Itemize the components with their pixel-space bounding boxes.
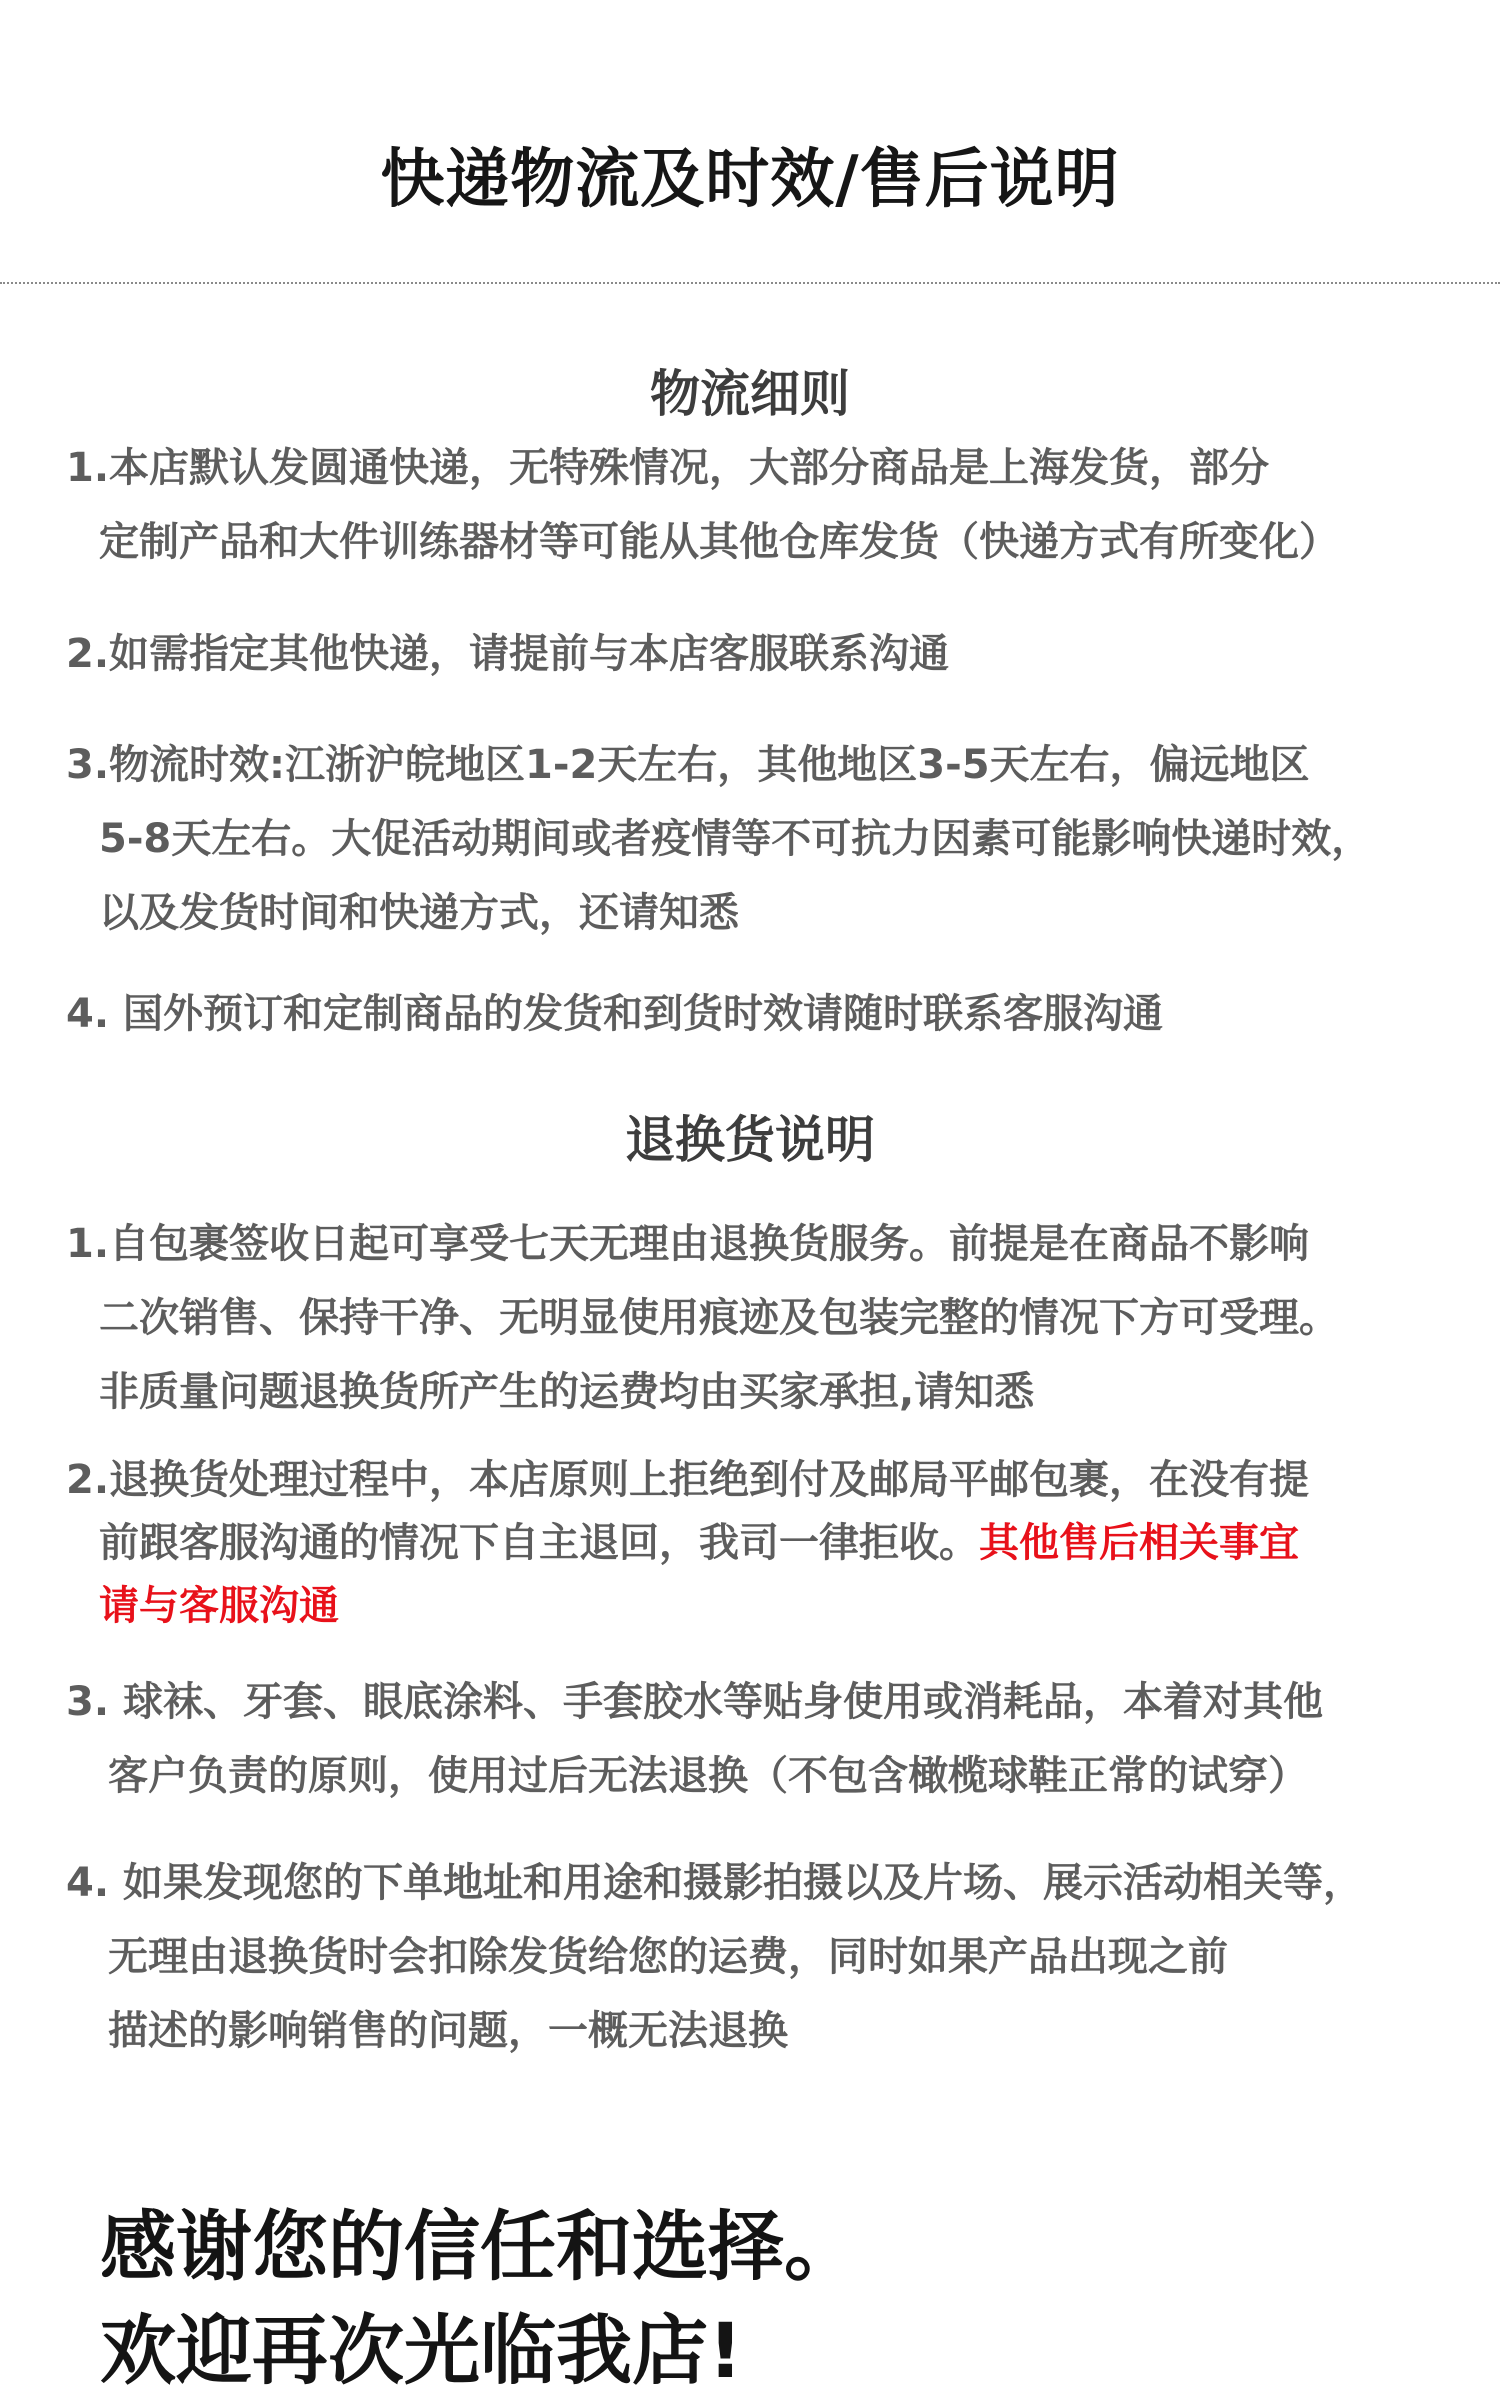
logistics-item-1-line-2: 定制产品和大件训练器材等可能从其他仓库发货（快递方式有所变化） xyxy=(99,519,1339,565)
logistics-item-3-line-3: 以及发货时间和快递方式，还请知悉 xyxy=(99,890,739,936)
returns-item-2-line-2 xyxy=(66,1512,1486,1575)
returns-item-3 xyxy=(66,1665,1486,1813)
logistics-item-3 xyxy=(66,728,1486,950)
aftersales-highlight-line: 请与客服沟通 xyxy=(99,1583,339,1629)
logistics-item-1-line-1: 1.本店默认发圆通快递，无特殊情况，大部分商品是上海发货，部分 xyxy=(66,445,1270,491)
logistics-item-1 xyxy=(66,431,1486,579)
returns-item-1-line-2: 二次销售、保持干净、无明显使用痕迹及包装完整的情况下方可受理。 xyxy=(99,1295,1339,1341)
returns-item-4-line-2: 无理由退换货时会扣除发货给您的运费，同时如果产品出现之前 xyxy=(108,1934,1228,1980)
returns-item-2-line-2-text: 前跟客服沟通的情况下自主退回，我司一律拒收。 xyxy=(99,1520,979,1566)
returns-heading: 退换货说明 xyxy=(625,1111,875,1169)
returns-item-1-line-1: 1.自包裹签收日起可享受七天无理由退换货服务。前提是在商品不影响 xyxy=(66,1221,1310,1267)
logistics-item-3-line-1: 3.物流时效:江浙沪皖地区1-2天左右，其他地区3-5天左右，偏远地区 xyxy=(66,742,1310,788)
logistics-item-3-line-2: 5-8天左右。大促活动期间或者疫情等不可抗力因素可能影响快递时效， xyxy=(99,816,1372,862)
returns-item-2 xyxy=(66,1449,1486,1638)
closing-welcome: 欢迎再次光临我店! xyxy=(100,2306,743,2395)
returns-item-4 xyxy=(66,1846,1486,2068)
closing-thanks: 感谢您的信任和选择。 xyxy=(100,2202,860,2291)
returns-item-2-line-1: 2.退换货处理过程中，本店原则上拒绝到付及邮局平邮包裹，在没有提 xyxy=(66,1457,1310,1503)
page-title: 快递物流及时效/售后说明 xyxy=(380,143,1120,217)
logistics-heading: 物流细则 xyxy=(650,365,850,423)
logistics-item-4 xyxy=(66,977,1486,1051)
returns-item-4-line-1: 4. 如果发现您的下单地址和用途和摄影拍摄以及片场、展示活动相关等， xyxy=(66,1860,1363,1906)
returns-item-3-line-1: 3. 球袜、牙套、眼底涂料、手套胶水等贴身使用或消耗品，本着对其他 xyxy=(66,1679,1323,1725)
returns-item-4-line-3: 描述的影响销售的问题，一概无法退换 xyxy=(108,2008,788,2054)
logistics-item-2 xyxy=(66,617,1486,691)
returns-item-3-line-2: 客户负责的原则，使用过后无法退换（不包含橄榄球鞋正常的试穿） xyxy=(108,1753,1308,1799)
returns-item-1 xyxy=(66,1207,1486,1429)
returns-item-1-line-3: 非质量问题退换货所产生的运费均由买家承担,请知悉 xyxy=(99,1369,1035,1415)
logistics-item-4-line-1: 4. 国外预订和定制商品的发货和到货时效请随时联系客服沟通 xyxy=(66,991,1163,1037)
aftersales-highlight-inline: 其他售后相关事宜 xyxy=(979,1520,1299,1566)
title-divider xyxy=(0,282,1500,284)
logistics-item-2-line-1: 2.如需指定其他快递，请提前与本店客服联系沟通 xyxy=(66,631,950,677)
